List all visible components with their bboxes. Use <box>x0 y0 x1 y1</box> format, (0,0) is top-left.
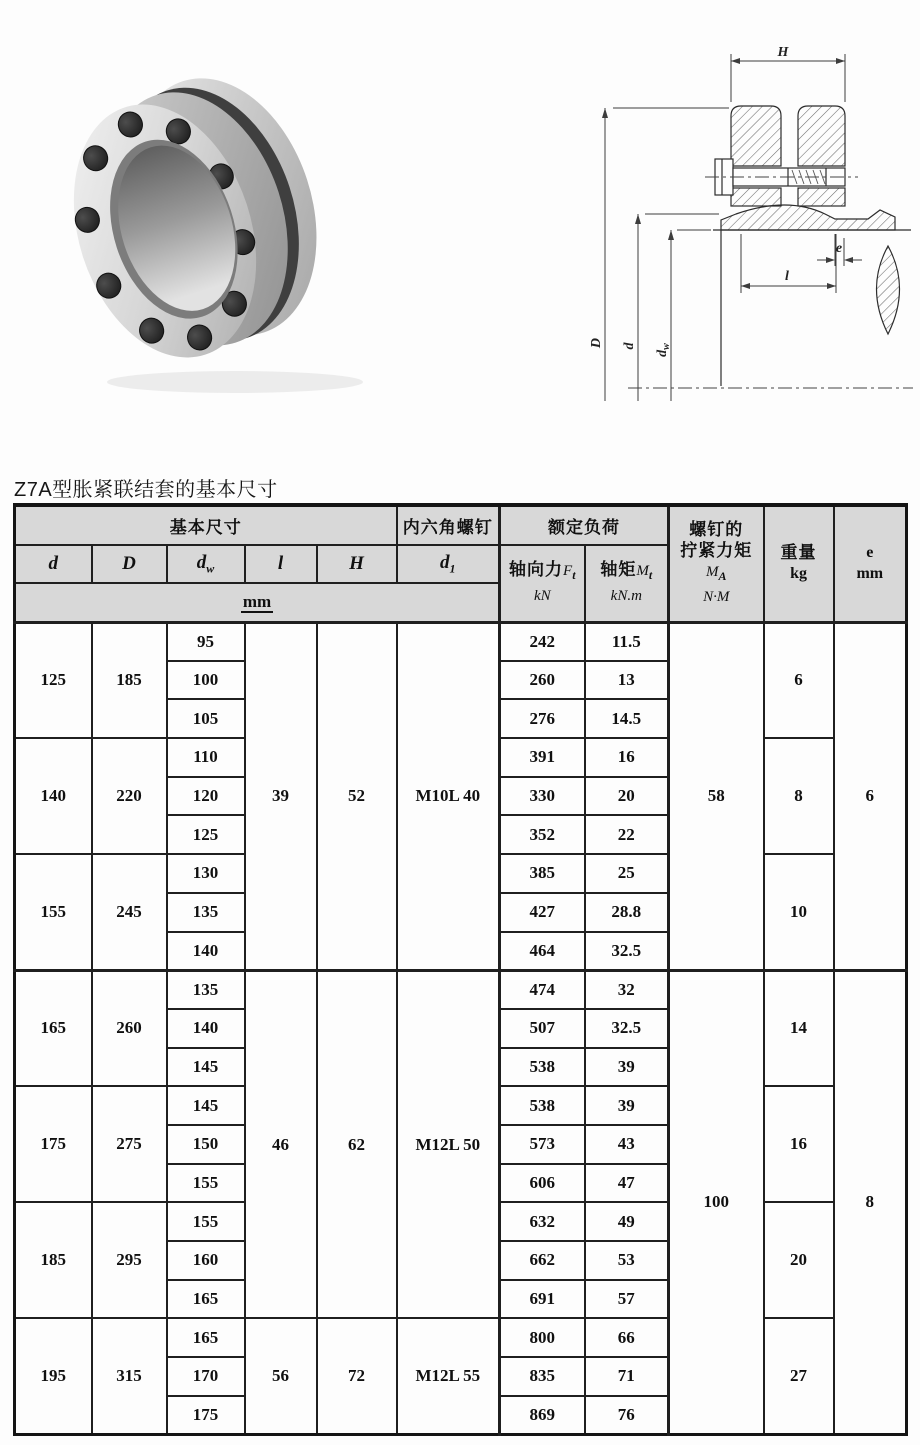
cell-l: 39 <box>245 622 317 970</box>
cell-torque: 76 <box>585 1396 669 1435</box>
cell-dw: 150 <box>167 1125 245 1164</box>
cell-dw: 160 <box>167 1241 245 1280</box>
header-basic-dims: 基本尺寸 <box>15 505 397 545</box>
cell-axial-force: 242 <box>500 622 585 661</box>
cell-axial-force: 330 <box>500 777 585 816</box>
cell-weight: 10 <box>764 854 834 970</box>
cell-weight: 27 <box>764 1318 834 1434</box>
cell-torque: 13 <box>585 661 669 700</box>
dimensions-table <box>13 503 908 1436</box>
cell-axial-force: 385 <box>500 854 585 893</box>
header-sym-dw: $d_w$ <box>167 545 245 583</box>
header-axial-force: 轴向力$F_t$ kN <box>500 545 585 622</box>
cell-dw: 145 <box>167 1086 245 1125</box>
cell-torque: 32 <box>585 970 669 1009</box>
cell-d: 155 <box>15 854 92 970</box>
cell-torque: 22 <box>585 815 669 854</box>
hatched-section <box>721 106 900 334</box>
cell-dw: 140 <box>167 932 245 971</box>
header-hex-screw: 内六角螺钉 <box>397 505 500 545</box>
cell-weight: 16 <box>764 1086 834 1202</box>
cell-axial-force: 632 <box>500 1202 585 1241</box>
cell-dw: 105 <box>167 699 245 738</box>
cell-axial-force: 538 <box>500 1086 585 1125</box>
cell-axial-force: 391 <box>500 738 585 777</box>
cell-torque: 39 <box>585 1048 669 1087</box>
cell-weight: 20 <box>764 1202 834 1318</box>
header-tightening-torque: 螺钉的 拧紧力矩 $M_A$ N·M <box>669 505 764 622</box>
cell-axial-force: 474 <box>500 970 585 1009</box>
header-unit-mm: mm <box>15 583 500 622</box>
cell-torque: 32.5 <box>585 932 669 971</box>
cell-dw: 130 <box>167 854 245 893</box>
cell-axial-force: 507 <box>500 1009 585 1048</box>
cell-axial-force: 427 <box>500 893 585 932</box>
cell-dw: 95 <box>167 622 245 661</box>
table-row <box>15 622 907 661</box>
cell-axial-force: 276 <box>500 699 585 738</box>
cell-D: 260 <box>92 970 167 1086</box>
cell-torque: 20 <box>585 777 669 816</box>
cell-dw: 155 <box>167 1202 245 1241</box>
cell-torque: 25 <box>585 854 669 893</box>
cell-weight: 8 <box>764 738 834 854</box>
cell-d: 140 <box>15 738 92 854</box>
header-axial-torque: 轴矩$M_t$ kN.m <box>585 545 669 622</box>
label-D: D <box>589 337 604 349</box>
cell-torque: 53 <box>585 1241 669 1280</box>
cell-axial-force: 464 <box>500 932 585 971</box>
cell-torque: 71 <box>585 1357 669 1396</box>
cell-axial-force: 869 <box>500 1396 585 1435</box>
cell-dw: 170 <box>167 1357 245 1396</box>
cell-torque: 49 <box>585 1202 669 1241</box>
cell-torque: 14.5 <box>585 699 669 738</box>
cell-axial-force: 352 <box>500 815 585 854</box>
header-sym-D: D <box>92 545 167 583</box>
cell-H: 72 <box>317 1318 397 1434</box>
cell-axial-force: 835 <box>500 1357 585 1396</box>
cell-torque: 57 <box>585 1280 669 1319</box>
cell-D: 295 <box>92 1202 167 1318</box>
cell-d: 175 <box>15 1086 92 1202</box>
label-H: H <box>777 45 789 60</box>
product-photo-locking-ring <box>60 68 405 398</box>
cell-d1: M12L 55 <box>397 1318 500 1434</box>
cell-torque: 32.5 <box>585 1009 669 1048</box>
cell-dw: 175 <box>167 1396 245 1435</box>
cell-dw: 165 <box>167 1318 245 1357</box>
cell-e: 8 <box>834 970 907 1434</box>
cell-axial-force: 573 <box>500 1125 585 1164</box>
cell-axial-force: 260 <box>500 661 585 700</box>
cell-dw: 135 <box>167 970 245 1009</box>
cell-d: 125 <box>15 622 92 738</box>
cell-D: 245 <box>92 854 167 970</box>
table-title: Z7A型胀紧联结套的基本尺寸 <box>14 479 278 501</box>
cell-dw: 120 <box>167 777 245 816</box>
cell-dw: 155 <box>167 1164 245 1203</box>
cell-e: 6 <box>834 622 907 970</box>
cell-d1: M12L 50 <box>397 970 500 1318</box>
cell-H: 62 <box>317 970 397 1318</box>
label-e: e <box>835 241 843 256</box>
cell-torque: 43 <box>585 1125 669 1164</box>
cell-torque: 16 <box>585 738 669 777</box>
photo-shadow <box>107 371 363 393</box>
label-d: d <box>622 342 637 350</box>
cell-D: 315 <box>92 1318 167 1434</box>
cell-tightening-torque: 100 <box>669 970 764 1434</box>
table-row <box>15 1318 907 1357</box>
cell-d: 195 <box>15 1318 92 1434</box>
header-sym-l: l <box>245 545 317 583</box>
cell-D: 220 <box>92 738 167 854</box>
cell-axial-force: 538 <box>500 1048 585 1087</box>
technical-drawing <box>573 28 918 433</box>
header-sym-d1: $d_1$ <box>397 545 500 583</box>
label-dw: $d_w$ <box>655 343 672 357</box>
cell-axial-force: 662 <box>500 1241 585 1280</box>
cell-weight: 6 <box>764 622 834 738</box>
header-weight: 重量 kg <box>764 505 834 622</box>
cell-dw: 135 <box>167 893 245 932</box>
header-sym-H: H <box>317 545 397 583</box>
cell-torque: 47 <box>585 1164 669 1203</box>
cell-tightening-torque: 58 <box>669 622 764 970</box>
header-rated-load: 额定负荷 <box>500 505 669 545</box>
cell-D: 275 <box>92 1086 167 1202</box>
cell-H: 52 <box>317 622 397 970</box>
cell-dw: 145 <box>167 1048 245 1087</box>
cell-dw: 165 <box>167 1280 245 1319</box>
cell-torque: 39 <box>585 1086 669 1125</box>
cell-torque: 28.8 <box>585 893 669 932</box>
cell-d: 185 <box>15 1202 92 1318</box>
header-e: e mm <box>834 505 907 622</box>
header-sym-d: d <box>15 545 92 583</box>
cell-axial-force: 691 <box>500 1280 585 1319</box>
cell-dw: 125 <box>167 815 245 854</box>
cell-axial-force: 606 <box>500 1164 585 1203</box>
cell-d1: M10L 40 <box>397 622 500 970</box>
cell-D: 185 <box>92 622 167 738</box>
cell-torque: 11.5 <box>585 622 669 661</box>
cell-d: 165 <box>15 970 92 1086</box>
label-l: l <box>785 269 789 284</box>
cell-axial-force: 800 <box>500 1318 585 1357</box>
cell-weight: 14 <box>764 970 834 1086</box>
cell-torque: 66 <box>585 1318 669 1357</box>
cell-l: 46 <box>245 970 317 1318</box>
cell-dw: 110 <box>167 738 245 777</box>
table-row <box>15 970 907 1009</box>
cell-dw: 140 <box>167 1009 245 1048</box>
cell-dw: 100 <box>167 661 245 700</box>
cell-l: 56 <box>245 1318 317 1434</box>
